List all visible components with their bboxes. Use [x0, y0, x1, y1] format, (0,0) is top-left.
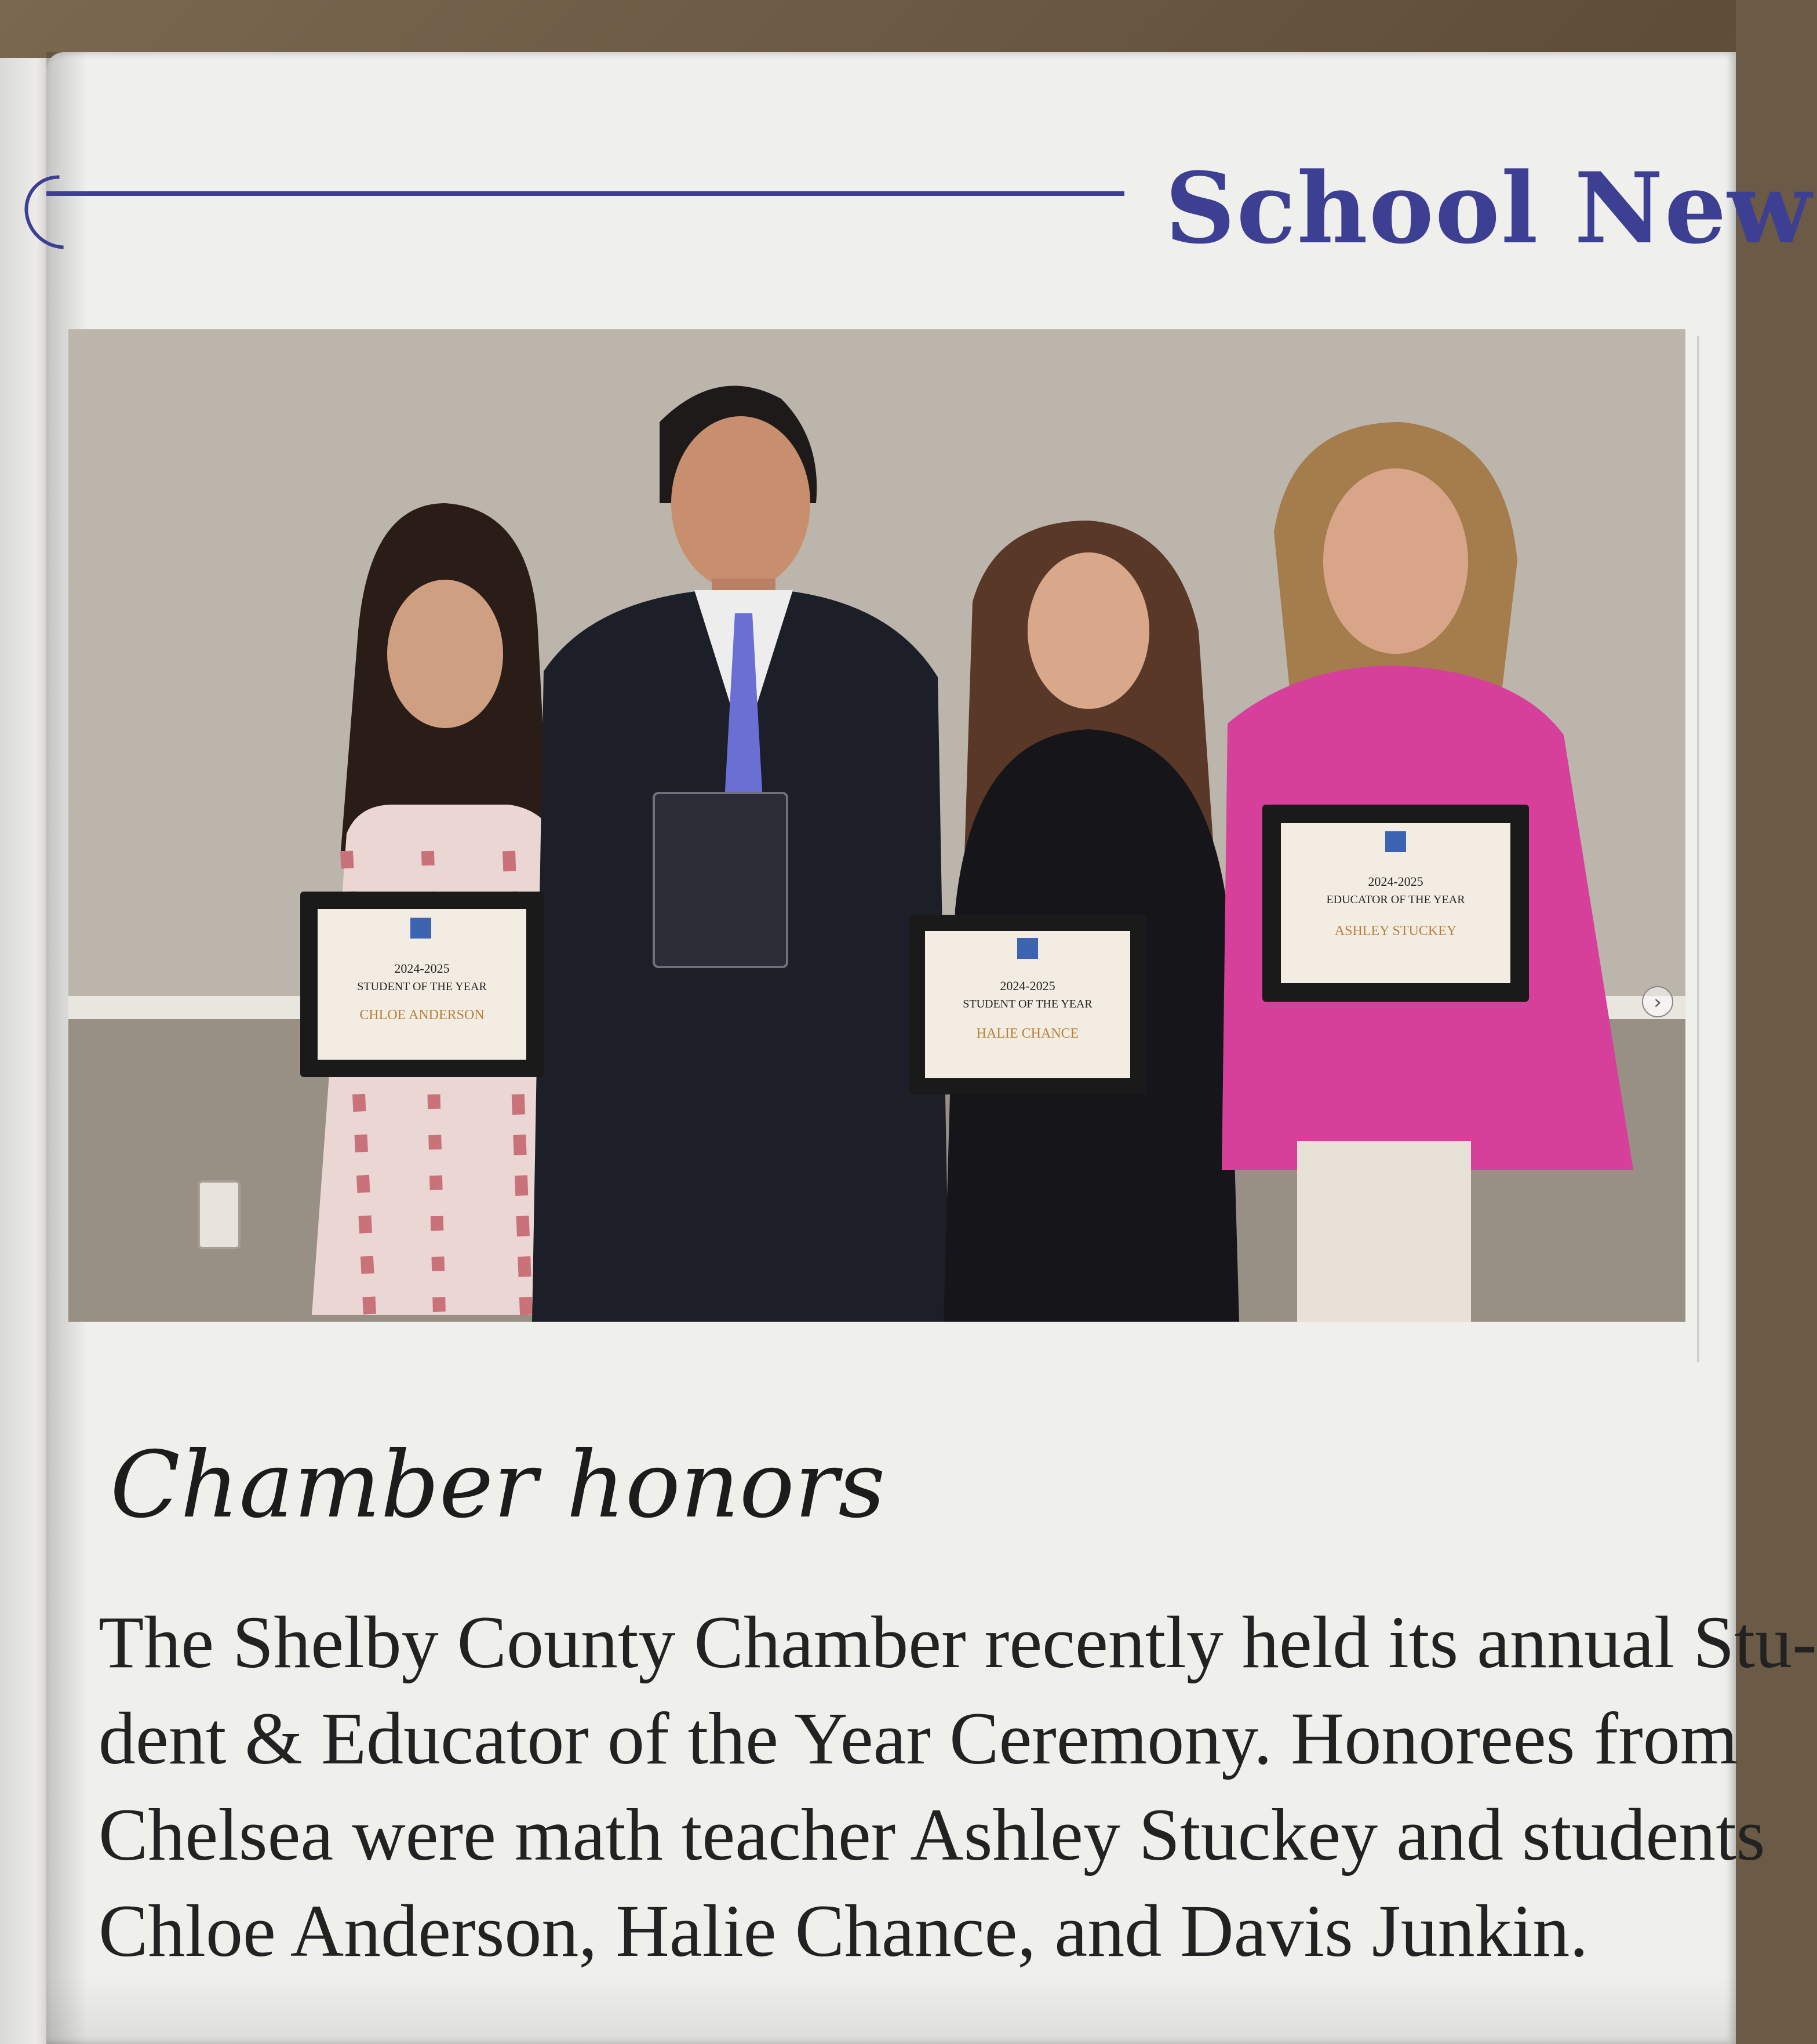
page-bottom-shadow: [46, 1974, 1736, 2044]
body-line: Chloe Anderson, Halie Chance, and Davis Junkin.: [99, 1890, 1589, 1972]
plaque-chloe-title: STUDENT OF THE YEAR: [357, 980, 487, 993]
body-line: Chelsea were math teacher Ashley Stuckey and students: [99, 1794, 1765, 1876]
event-photo: [68, 329, 1685, 1322]
plaque-halie-year: 2024-2025: [1000, 979, 1055, 993]
next-arrow-icon: [1643, 987, 1673, 1017]
body-line: dent & Educator of the Year Ceremony. Honorees from: [99, 1697, 1738, 1780]
body-line: The Shelby County Chamber recently held its annual Stu-: [99, 1601, 1817, 1683]
body-paragraph: [99, 1594, 1817, 1979]
plaque-ashley-name: ASHLEY STUCKEY: [1334, 923, 1457, 939]
column-divider: [1697, 336, 1699, 1362]
wall-outlet: [199, 1181, 239, 1248]
header-rule: [46, 191, 1124, 196]
plaque-ashley: [1262, 805, 1529, 1002]
plaque-halie-title: STUDENT OF THE YEAR: [963, 998, 1093, 1010]
plaque-chloe: [300, 892, 544, 1077]
plaque-chloe-year: 2024-2025: [394, 961, 450, 976]
plaque-chloe-name: CHLOE ANDERSON: [359, 1008, 485, 1023]
plaque-ashley-year: 2024-2025: [1368, 874, 1423, 889]
plaque-halie: [909, 915, 1146, 1094]
section-title: School New: [1165, 151, 1813, 265]
headline: Chamber honors: [110, 1432, 886, 1539]
photo-illustration: [68, 329, 1685, 1322]
magazine-page: [46, 52, 1817, 2044]
facing-page-edge: [0, 58, 52, 2044]
plaque-halie-name: HALIE CHANCE: [976, 1026, 1079, 1041]
next-arrow-glyph: ›: [1654, 991, 1662, 1014]
plaque-ashley-title: EDUCATOR OF THE YEAR: [1326, 893, 1465, 906]
